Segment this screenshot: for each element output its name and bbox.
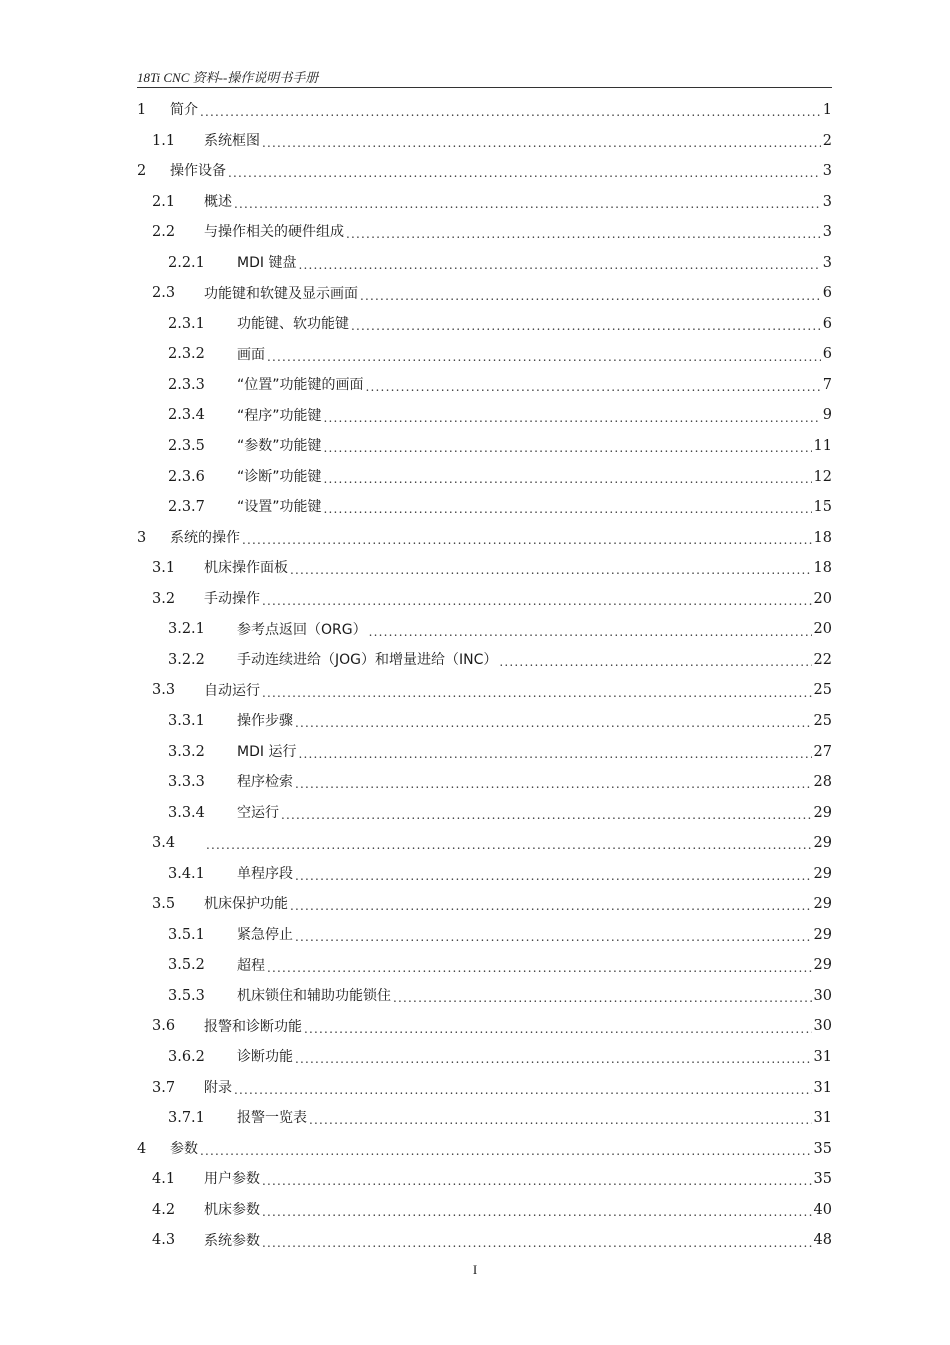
toc-dot-leader: [262, 595, 812, 607]
toc-entry-number: 2.3.6: [168, 468, 205, 485]
toc-entry-page: 27: [813, 743, 832, 760]
toc-dot-leader: [360, 290, 821, 302]
toc-entry[interactable]: [137, 187, 832, 218]
toc-entry-number: 2.3.1: [168, 315, 205, 332]
toc-entry-title: MDI 键盘: [237, 255, 297, 271]
toc-entry[interactable]: [137, 981, 832, 1012]
toc-entry-title: 与操作相关的硬件组成: [204, 224, 344, 241]
toc-entry-page: 31: [813, 1110, 832, 1127]
toc-dot-leader: [206, 839, 812, 851]
toc-entry[interactable]: [137, 126, 832, 157]
toc-entry[interactable]: [137, 278, 832, 309]
toc-entry[interactable]: [137, 462, 832, 493]
toc-entry-title: 功能键和软键及显示画面: [204, 285, 358, 302]
toc-entry-number: 2.3: [152, 285, 176, 302]
toc-entry-number: 2.3.2: [168, 346, 205, 363]
toc-dot-leader: [346, 228, 821, 240]
toc-entry-number: 4: [137, 1140, 147, 1157]
toc-entry-page: 40: [813, 1201, 832, 1218]
toc-dot-leader: [262, 1175, 812, 1187]
toc-entry-number: 4.1: [152, 1171, 176, 1188]
toc-entry-page: 9: [822, 407, 832, 424]
toc-entry-title: 自动运行: [204, 682, 260, 699]
toc-entry-number: 3.7.1: [168, 1110, 205, 1127]
toc-entry-page: 3: [822, 193, 832, 210]
toc-entry-title: 参数: [170, 1140, 198, 1157]
toc-dot-leader: [234, 1084, 812, 1096]
toc-entry-number: 3.7: [152, 1079, 176, 1096]
toc-entry-number: 1.1: [152, 132, 176, 149]
toc-dot-leader: [324, 442, 812, 454]
toc-dot-leader: [281, 809, 812, 821]
toc-entry[interactable]: [137, 614, 832, 645]
toc-entry-page: 3: [822, 254, 832, 271]
toc-entry[interactable]: [137, 706, 832, 737]
toc-entry[interactable]: [137, 156, 832, 187]
toc-dot-leader: [295, 717, 812, 729]
toc-dot-leader: [324, 473, 812, 485]
toc-entry-title: 报警一览表: [237, 1110, 307, 1127]
toc-entry-number: 2.3.4: [168, 407, 205, 424]
toc-entry-title: 超程: [237, 957, 265, 974]
toc-entry-title: 功能键、软功能键: [237, 316, 349, 333]
toc-entry[interactable]: [137, 95, 832, 126]
toc-entry-number: 3.1: [152, 560, 176, 577]
toc-entry-number: 3.4: [152, 835, 176, 852]
toc-entry[interactable]: [137, 248, 832, 279]
toc-entry-title: MDI 运行: [237, 743, 297, 760]
toc-entry-title: 手动操作: [204, 591, 260, 608]
toc-entry-title: 画面: [237, 346, 265, 363]
toc-entry-number: 3.2: [152, 590, 176, 607]
toc-entry[interactable]: [137, 1164, 832, 1195]
toc-dot-leader: [290, 564, 812, 576]
toc-entry[interactable]: [137, 859, 832, 890]
toc-entry-page: 25: [813, 682, 832, 699]
toc-entry[interactable]: [137, 828, 832, 859]
toc-entry-title: 操作设备: [170, 163, 226, 180]
toc-entry-title: “程序”功能键: [237, 407, 322, 424]
toc-entry-page: 29: [813, 804, 832, 821]
toc-entry-number: 3.3.3: [168, 774, 205, 791]
toc-entry-page: 35: [813, 1140, 832, 1157]
toc-dot-leader: [290, 900, 812, 912]
toc-entry[interactable]: [137, 339, 832, 370]
toc-entry-title: 手动连续进给（JOG）和增量进给（INC）: [237, 652, 498, 669]
toc-entry-page: 1: [822, 102, 832, 119]
toc-dot-leader: [324, 412, 821, 424]
toc-entry[interactable]: [137, 584, 832, 615]
toc-entry-page: 29: [813, 957, 832, 974]
toc-dot-leader: [298, 748, 811, 760]
toc-entry-title: 机床参数: [204, 1201, 260, 1218]
toc-entry-page: 30: [813, 1018, 832, 1035]
toc-entry-title: 程序检索: [237, 774, 293, 791]
toc-entry-number: 3.5.3: [168, 987, 205, 1004]
toc-entry-title: 诊断功能: [237, 1049, 293, 1066]
toc-entry-title: 单程序段: [237, 865, 293, 882]
toc-entry-page: 3: [822, 163, 832, 180]
toc-entry-number: 3.4.1: [168, 865, 205, 882]
toc-entry[interactable]: [137, 1134, 832, 1165]
toc-entry-number: 3.3.2: [168, 743, 205, 760]
toc-entry-number: 3.3: [152, 682, 176, 699]
toc-dot-leader: [295, 1053, 812, 1065]
toc-entry-page: 29: [813, 835, 832, 852]
toc-dot-leader: [393, 992, 812, 1004]
toc-entry[interactable]: [137, 767, 832, 798]
table-of-contents: [137, 95, 832, 1256]
toc-entry[interactable]: [137, 675, 832, 706]
toc-entry[interactable]: [137, 736, 832, 767]
toc-dot-leader: [295, 870, 812, 882]
toc-entry-title: 机床操作面板: [204, 560, 288, 577]
toc-dot-leader: [262, 687, 812, 699]
toc-entry-number: 4.2: [152, 1201, 176, 1218]
toc-entry-number: 3: [137, 529, 147, 546]
toc-entry-number: 3.2.1: [168, 621, 205, 638]
toc-entry-page: 25: [813, 712, 832, 729]
toc-dot-leader: [366, 381, 821, 393]
toc-entry-page: 35: [813, 1171, 832, 1188]
toc-entry[interactable]: [137, 950, 832, 981]
running-header: 18Ti CNC 资料--操作说明书手册: [137, 70, 319, 85]
toc-entry[interactable]: [137, 431, 832, 462]
toc-entry-page: 28: [813, 774, 832, 791]
toc-entry-number: 1: [137, 102, 147, 119]
toc-dot-leader: [234, 198, 821, 210]
toc-entry-number: 4.3: [152, 1232, 176, 1249]
toc-entry-number: 3.5.1: [168, 926, 205, 943]
toc-entry-number: 3.6: [152, 1018, 176, 1035]
toc-entry[interactable]: [137, 1073, 832, 1104]
toc-dot-leader: [228, 167, 821, 179]
toc-entry-page: 6: [822, 346, 832, 363]
toc-entry[interactable]: [137, 553, 832, 584]
toc-entry-title: “位置”功能键的画面: [237, 377, 364, 394]
toc-entry-title: 报警和诊断功能: [204, 1018, 302, 1035]
toc-entry-title: 附录: [204, 1079, 232, 1096]
toc-entry-number: 2.2: [152, 224, 176, 241]
toc-entry-title: 系统的操作: [170, 529, 240, 546]
toc-dot-leader: [262, 137, 821, 149]
toc-entry-page: 22: [813, 651, 832, 668]
toc-entry-page: 31: [813, 1079, 832, 1096]
toc-entry-number: 2: [137, 163, 147, 180]
toc-entry-page: 31: [813, 1048, 832, 1065]
toc-dot-leader: [499, 656, 811, 668]
toc-dot-leader: [295, 931, 812, 943]
toc-entry[interactable]: [137, 1195, 832, 1226]
toc-entry-page: 6: [822, 285, 832, 302]
toc-dot-leader: [295, 778, 812, 790]
toc-entry-page: 15: [813, 499, 832, 516]
toc-entry-page: 7: [822, 376, 832, 393]
toc-entry-title: 参考点返回（ORG）: [237, 621, 367, 638]
toc-dot-leader: [262, 1206, 812, 1218]
toc-entry-number: 2.1: [152, 193, 176, 210]
toc-entry[interactable]: [137, 492, 832, 523]
toc-entry-number: 3.3.4: [168, 804, 205, 821]
toc-dot-leader: [267, 351, 821, 363]
toc-entry-title: 用户参数: [204, 1171, 260, 1188]
toc-entry[interactable]: [137, 1225, 832, 1256]
toc-dot-leader: [298, 259, 820, 271]
toc-dot-leader: [200, 1145, 812, 1157]
toc-entry-title: 简介: [170, 102, 198, 119]
toc-entry-page: 29: [813, 896, 832, 913]
page-number: I: [472, 1262, 478, 1277]
toc-dot-leader: [309, 1114, 812, 1126]
toc-entry-page: 48: [813, 1232, 832, 1249]
toc-dot-leader: [262, 1237, 812, 1249]
toc-entry[interactable]: [137, 400, 832, 431]
toc-entry-number: 3.2.2: [168, 651, 205, 668]
toc-entry-number: 2.2.1: [168, 254, 205, 271]
toc-entry[interactable]: [137, 309, 832, 340]
toc-entry[interactable]: [137, 1103, 832, 1134]
toc-entry[interactable]: [137, 645, 832, 676]
toc-entry-page: 18: [813, 529, 832, 546]
toc-entry-number: 3.6.2: [168, 1048, 205, 1065]
toc-entry-page: 11: [813, 438, 832, 455]
toc-entry-number: 2.3.5: [168, 438, 205, 455]
toc-dot-leader: [242, 534, 812, 546]
toc-entry-number: 3.5.2: [168, 957, 205, 974]
toc-entry-title: “设置”功能键: [237, 499, 322, 516]
toc-entry-number: 2.3.3: [168, 376, 205, 393]
toc-entry-page: 29: [813, 926, 832, 943]
toc-entry-page: 29: [813, 865, 832, 882]
toc-entry-title: 紧急停止: [237, 927, 293, 944]
toc-entry-title: “参数”功能键: [237, 438, 322, 455]
toc-entry-title: “诊断”功能键: [237, 468, 322, 485]
toc-dot-leader: [324, 503, 812, 515]
toc-entry[interactable]: [137, 889, 832, 920]
header-rule: [137, 87, 832, 88]
toc-entry[interactable]: [137, 1042, 832, 1073]
toc-dot-leader: [369, 626, 812, 638]
toc-entry-page: 2: [822, 132, 832, 149]
toc-entry[interactable]: [137, 523, 832, 554]
toc-dot-leader: [351, 320, 821, 332]
toc-entry-number: 2.3.7: [168, 499, 205, 516]
toc-entry-number: 3.5: [152, 896, 176, 913]
toc-entry-page: 20: [813, 621, 832, 638]
toc-entry-title: 机床保护功能: [204, 896, 288, 913]
toc-entry-title: 系统框图: [204, 132, 260, 149]
toc-entry[interactable]: [137, 920, 832, 951]
toc-entry[interactable]: [137, 798, 832, 829]
toc-entry[interactable]: [137, 1011, 832, 1042]
toc-entry-title: 系统参数: [204, 1232, 260, 1249]
toc-entry-page: 12: [813, 468, 832, 485]
toc-entry-title: 机床锁住和辅助功能锁住: [237, 988, 391, 1005]
toc-entry-page: 3: [822, 224, 832, 241]
toc-dot-leader: [267, 962, 812, 974]
toc-entry-page: 20: [813, 590, 832, 607]
toc-entry-number: 3.3.1: [168, 712, 205, 729]
toc-entry-page: 30: [813, 987, 832, 1004]
toc-entry-title: 概述: [204, 193, 232, 210]
toc-entry-title: 空运行: [237, 804, 279, 821]
toc-entry-page: 18: [813, 560, 832, 577]
toc-entry[interactable]: [137, 370, 832, 401]
toc-dot-leader: [304, 1023, 812, 1035]
toc-entry-title: 操作步骤: [237, 713, 293, 730]
toc-dot-leader: [200, 106, 821, 118]
toc-entry-page: 6: [822, 315, 832, 332]
toc-entry[interactable]: [137, 217, 832, 248]
